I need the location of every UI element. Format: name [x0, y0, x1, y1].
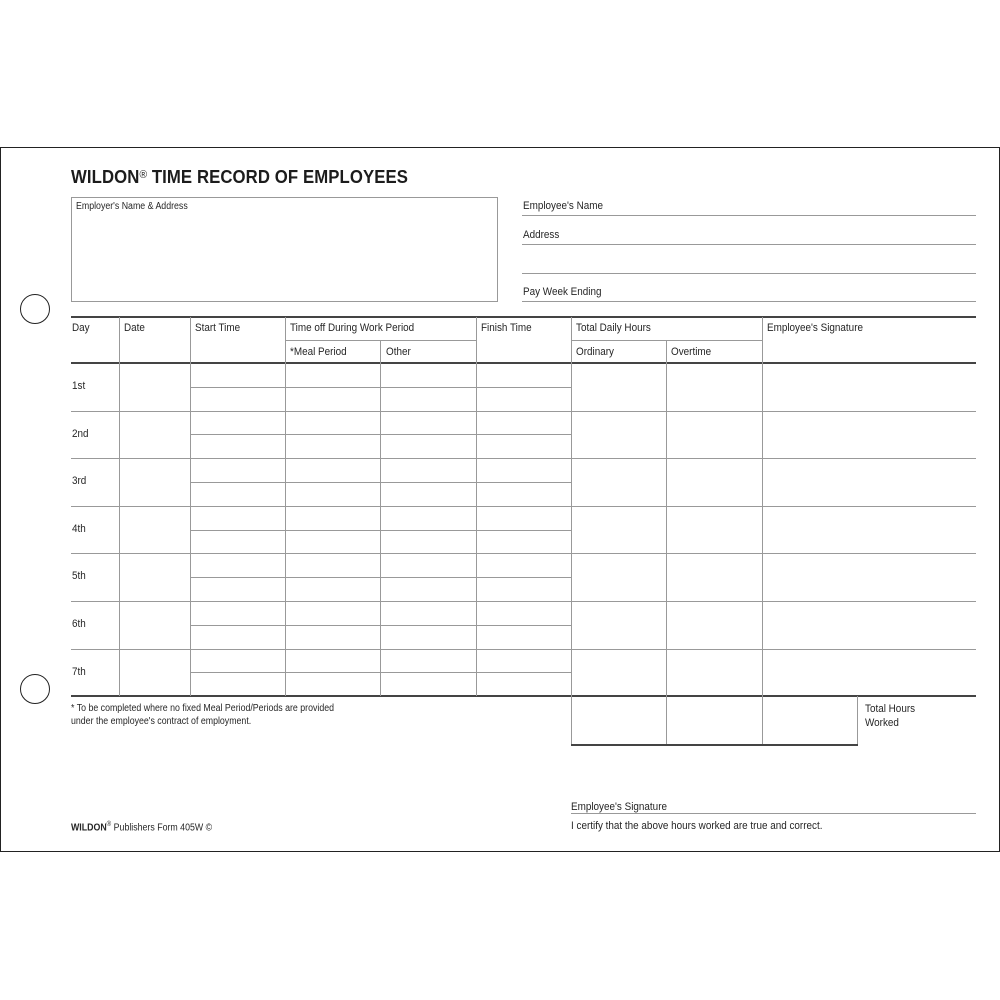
meal-period-cell-out[interactable] [286, 626, 379, 648]
punch-hole-icon [20, 294, 50, 324]
header-total-daily-hours: Total Daily Hours [576, 322, 651, 334]
start-time-cell-in[interactable] [191, 507, 284, 529]
signature-cell[interactable] [763, 602, 975, 648]
meal-period-cell-in[interactable] [286, 650, 379, 672]
employee-name-field[interactable] [522, 215, 976, 216]
meal-period-cell-out[interactable] [286, 483, 379, 505]
meal-period-cell-in[interactable] [286, 459, 379, 481]
totals-bottom-border [571, 744, 858, 746]
finish-time-cell-out[interactable] [477, 435, 570, 457]
other-cell-out[interactable] [381, 483, 475, 505]
other-cell-in[interactable] [381, 412, 475, 434]
ordinary-cell[interactable] [572, 412, 665, 458]
day-label: 4th [72, 522, 86, 535]
header-finish-time: Finish Time [481, 322, 532, 334]
employee-name-label: Employee's Name [523, 200, 604, 212]
signature-cell[interactable] [763, 412, 975, 458]
header-employee-signature: Employee's Signature [767, 322, 864, 334]
footer-signature-field[interactable] [571, 813, 976, 814]
brand-name: WILDON [71, 167, 140, 187]
other-cell-out[interactable] [381, 531, 475, 553]
day-label: 6th [72, 618, 86, 630]
finish-time-cell-out[interactable] [477, 531, 570, 553]
finish-time-cell-in[interactable] [477, 459, 570, 481]
finish-time-cell-out[interactable] [477, 673, 570, 695]
signature-cell[interactable] [763, 650, 975, 696]
finish-time-cell-out[interactable] [477, 578, 570, 600]
certify-text: I certify that the above hours worked are true and correct. [571, 820, 823, 832]
publisher-text: Publishers Form 405W © [113, 822, 213, 834]
registered-mark: ® [139, 169, 148, 181]
finish-time-cell-out[interactable] [477, 483, 570, 505]
finish-time-cell-in[interactable] [477, 364, 570, 386]
header-other: Other [386, 346, 411, 358]
date-cell[interactable] [120, 650, 189, 696]
day-label: 7th [72, 665, 86, 678]
meal-period-cell-in[interactable] [286, 364, 379, 386]
pay-week-ending-label: Pay Week Ending [523, 286, 602, 298]
other-cell-in[interactable] [381, 459, 475, 481]
other-cell-out[interactable] [381, 626, 475, 648]
start-time-cell-out[interactable] [191, 673, 284, 695]
header-day: Day [72, 322, 90, 334]
ordinary-cell[interactable] [572, 459, 665, 505]
header-date: Date [124, 322, 145, 334]
meal-period-cell-in[interactable] [286, 602, 379, 624]
start-time-cell-out[interactable] [191, 483, 284, 505]
pay-week-ending-field[interactable] [522, 301, 976, 302]
day-label: 2nd [72, 427, 89, 440]
signature-cell[interactable] [763, 459, 975, 505]
date-cell[interactable] [120, 507, 189, 553]
day-label: 5th [72, 570, 86, 583]
finish-time-cell-in[interactable] [477, 602, 570, 624]
overtime-cell[interactable] [667, 412, 761, 458]
overtime-cell[interactable] [667, 554, 761, 600]
punch-hole-icon [20, 674, 50, 704]
total-hours-field[interactable] [763, 697, 857, 744]
other-cell-out[interactable] [381, 435, 475, 457]
day-label: 1st [72, 380, 86, 392]
start-time-cell-out[interactable] [191, 388, 284, 410]
ordinary-cell[interactable] [572, 602, 665, 648]
column-divider [857, 696, 858, 745]
address-label: Address [523, 229, 560, 241]
start-time-cell-in[interactable] [191, 459, 284, 481]
finish-time-cell-in[interactable] [477, 412, 570, 434]
title-text: TIME RECORD OF EMPLOYEES [151, 167, 408, 187]
publisher-brand: WILDON [71, 822, 107, 834]
meal-period-cell-in[interactable] [286, 554, 379, 576]
employer-name-address-field[interactable] [71, 197, 498, 302]
footnote-line-1: * To be completed where no fixed Meal Period/Periods are provided [71, 703, 335, 714]
header-overtime: Overtime [671, 346, 712, 358]
overtime-cell[interactable] [667, 602, 761, 648]
publisher-line [71, 821, 212, 833]
start-time-cell-in[interactable] [191, 412, 284, 434]
finish-time-cell-out[interactable] [477, 626, 570, 648]
header-ordinary: Ordinary [576, 346, 614, 358]
other-cell-in[interactable] [381, 364, 475, 386]
table-top-border [71, 316, 976, 318]
date-cell[interactable] [120, 459, 189, 505]
header-meal-period: *Meal Period [290, 346, 347, 358]
header-time-off: Time off During Work Period [290, 322, 415, 334]
start-time-cell-out[interactable] [191, 531, 284, 553]
finish-time-cell-in[interactable] [477, 554, 570, 576]
total-ordinary-field[interactable] [572, 697, 666, 744]
other-cell-out[interactable] [381, 673, 475, 695]
ordinary-cell[interactable] [572, 507, 665, 553]
meal-period-cell-out[interactable] [286, 388, 379, 410]
footnote-line-2: under the employee's contract of employment. [71, 716, 252, 727]
address-field-line-1[interactable] [522, 244, 976, 245]
overtime-cell[interactable] [667, 364, 761, 410]
other-cell-in[interactable] [381, 554, 475, 576]
other-cell-out[interactable] [381, 388, 475, 410]
total-overtime-field[interactable] [667, 697, 761, 744]
date-cell[interactable] [120, 554, 189, 600]
date-cell[interactable] [120, 602, 189, 648]
overtime-cell[interactable] [667, 507, 761, 553]
footer-signature-label: Employee's Signature [571, 801, 668, 813]
ordinary-cell[interactable] [572, 554, 665, 600]
other-cell-in[interactable] [381, 602, 475, 624]
day-label: 3rd [72, 475, 87, 488]
signature-cell[interactable] [763, 507, 975, 553]
publisher-registered-mark: ® [106, 821, 112, 828]
overtime-cell[interactable] [667, 650, 761, 696]
signature-cell[interactable] [763, 554, 975, 600]
employer-label: Employer's Name & Address [76, 201, 188, 212]
finish-time-cell-out[interactable] [477, 388, 570, 410]
form-title [71, 167, 408, 188]
start-time-cell-out[interactable] [191, 578, 284, 600]
signature-cell[interactable] [763, 364, 975, 410]
start-time-cell-in[interactable] [191, 602, 284, 624]
ordinary-cell[interactable] [572, 364, 665, 410]
meal-period-cell-in[interactable] [286, 507, 379, 529]
date-cell[interactable] [120, 412, 189, 458]
start-time-cell-in[interactable] [191, 364, 284, 386]
meal-period-cell-out[interactable] [286, 578, 379, 600]
meal-period-cell-out[interactable] [286, 435, 379, 457]
date-cell[interactable] [120, 364, 189, 410]
other-cell-in[interactable] [381, 507, 475, 529]
total-hours-label-line2: Worked [865, 717, 899, 729]
ordinary-cell[interactable] [572, 650, 665, 696]
total-hours-label-line1: Total Hours [865, 703, 916, 715]
overtime-cell[interactable] [667, 459, 761, 505]
header-start-time: Start Time [195, 322, 241, 334]
meal-period-cell-in[interactable] [286, 412, 379, 434]
start-time-cell-in[interactable] [191, 554, 284, 576]
start-time-cell-out[interactable] [191, 435, 284, 457]
meal-period-cell-out[interactable] [286, 531, 379, 553]
finish-time-cell-in[interactable] [477, 650, 570, 672]
other-cell-in[interactable] [381, 650, 475, 672]
address-field-line-2[interactable] [522, 273, 976, 274]
finish-time-cell-in[interactable] [477, 507, 570, 529]
start-time-cell-out[interactable] [191, 626, 284, 648]
other-cell-out[interactable] [381, 578, 475, 600]
meal-period-cell-out[interactable] [286, 673, 379, 695]
start-time-cell-in[interactable] [191, 650, 284, 672]
